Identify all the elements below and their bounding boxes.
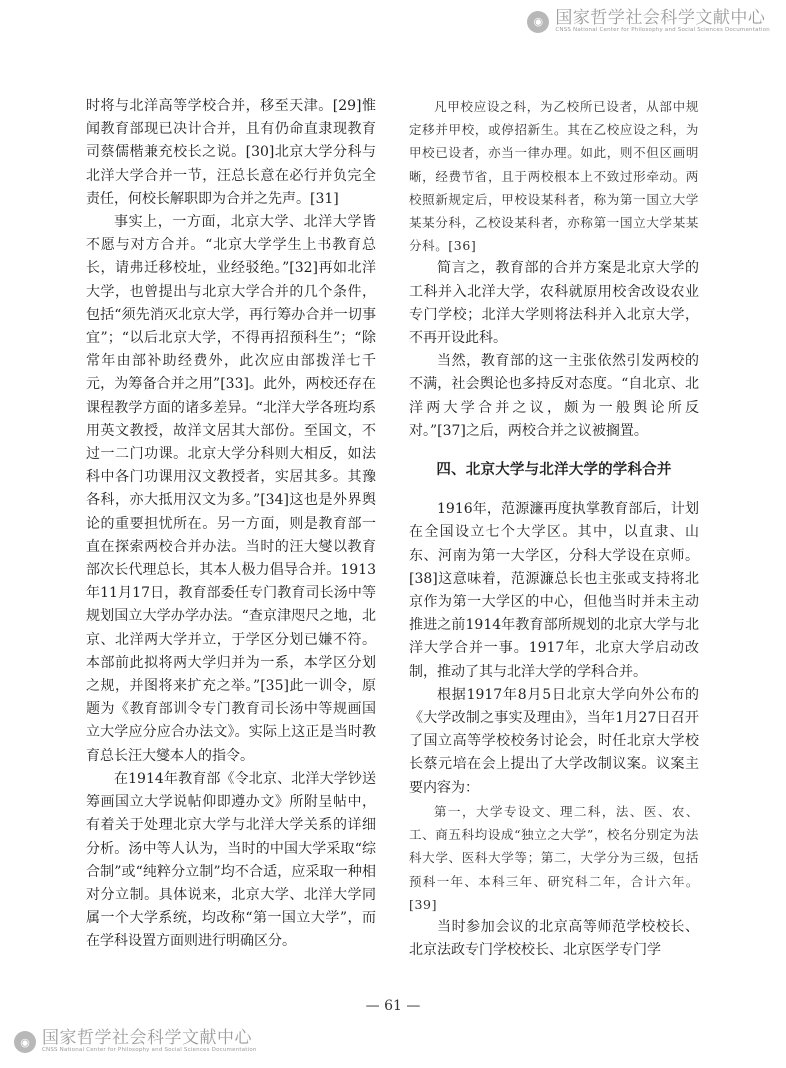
left-column xyxy=(86,95,376,954)
paragraph: 1916年，范源濂再度执掌教育部后，计划在全国设立七个大学区。其中，以直隶、山东、河南为第一大学区，分科大学设在京师。[38]这意味着，范源濂总长也主张或支持将北京作为第一大学区的中心，但他当时并未主动推进之前1914年教育部所规划的北京大学与北洋大学合并一事。1917年，北京大学启动改制，推动了其与北洋大学的学科合并。 xyxy=(409,501,699,680)
block-quote: 第一，大学专设文、理二科，法、医、农、工、商五科均设成“独立之大学”，校名分别定为法科大学、医科大学等；第二，大学分为三级，包括预科一年、本科三年、研究科二年，合计六年。[39] xyxy=(409,803,699,912)
paragraph: 当然，教育部的这一主张依然引发两校的不满，社会舆论也多持反对态度。“自北京、北洋两大学合并之议，颇为一般舆论所反对。”[37]之后，两校合并之议被搁置。 xyxy=(409,353,699,439)
paragraph: 时将与北洋高等学校合并，移至天津。[29]惟闻教育部现已决计合并，且有仍命直隶现教育司蔡儒楷兼充校长之说。[30]北京大学分科与北洋大学合并一节，汪总长意在必行并负完全责任，何校长解职即为合并之先声。[31] xyxy=(86,98,376,207)
page-number: — 61 — xyxy=(365,998,421,1014)
paragraph: 事实上，一方面，北京大学、北洋大学皆不愿与对方合并。“北京大学学生上书教育总长，请弗迁移校址，业经驳绝。”[32]再如北洋大学，也曾提出与北京大学合并的几个条件，包括“须先消灭北京大学，再行筹办合并一切事宜”；“以后北京大学，不得再招预科生”；“除常年由部补助经费外，此次应由部拨洋七千元，为筹备合并之用”[33]。此外，两校还存在课程教学方面的诸多差异。“北洋大学各班均系用英文教授，故洋文居其大部份。至国文，不过一二门功课。北京大学分科则大相反，如法科中各门功课用汉文教授者，实居其多。其豫各科，亦大抵用汉文为多。”[34]这也是外界舆论的重要担忧所在。另一方面，则是教育部一直在探索两校合并办法。当时的汪大燮以教育部次长代理总长，其本人极力倡导合并。1913年11月17日，教育部委任专门教育司长汤中等规划国立大学办学办法。“查京津咫尺之地，北京、北洋两大学并立，于学区分划已嫌不符。本部前此拟将两大学归并为一系，本学区分划之规，并图将来扩充之举。”[35]此一训令，原题为《教育部训令专门教育司长汤中等规画国立大学应分应合办法文》。实际上这正是当时教育总长汪大燮本人的指令。 xyxy=(86,214,376,764)
section-heading: 四、北京大学与北洋大学的学科合并 xyxy=(436,462,672,479)
block-quote: 凡甲校应设之科，为乙校所已设者，从部中规定移并甲校，或停招新生。其在乙校应设之科，为甲校已设者，亦当一律办理。如此，则不但区画明晰，经费节省，且于两校根本上不致过形牵动。两校照新规定后，甲校设某科者，称为第一国立大学某某分科，乙校设某科者，亦称第一国立大学某某分科。[36] xyxy=(409,99,699,254)
right-column xyxy=(409,95,699,962)
paragraph: 根据1917年8月5日北京大学向外公布的《大学改制之事实及理由》，当年1月27日召开了国立高等学校校务讨论会，时任北京大学校长蔡元培在会上提出了大学改制议案。议案主要内容为： xyxy=(409,686,699,796)
watermark-bottom xyxy=(14,1030,257,1054)
watermark-title: 国家哲学社会科学文献中心 xyxy=(555,8,766,28)
watermark-subtitle: CNSS National Center for Philosophy and Social Sciences Documentation xyxy=(42,1047,257,1054)
cnss-logo-icon: ◉ xyxy=(527,11,549,33)
watermark-title: 国家哲学社会科学文献中心 xyxy=(42,1028,252,1049)
paragraph: 在1914年教育部《令北京、北洋大学钞送筹画国立大学说帖仰即遵办文》所附呈帖中，有着关于处理北京大学与北洋大学关系的详细分析。汤中等人认为，当时的中国大学采取“综合制”或“纯粹分立制”均不合适，应采取一种相对分立制。具体说来，北京大学、北洋大学同属一个大学系统，均改称“第一国立大学”，而在学科设置方面则进行明确区分。 xyxy=(86,770,376,950)
paragraph: 简言之，教育部的合并方案是北京大学的工科并入北洋大学，农科就原用校舍改设农业专门学校；北洋大学则将法科并入北京大学，不再开设此科。 xyxy=(409,260,699,347)
paragraph: 当时参加会议的北京高等师范学校校长、北京法政专门学校校长、北京医学专门学 xyxy=(409,918,699,959)
watermark-subtitle: CNSS National Center for Philosophy and Social Sciences Documentation xyxy=(555,26,770,33)
cnss-logo-icon: ◉ xyxy=(14,1031,36,1053)
watermark-top xyxy=(527,10,770,34)
